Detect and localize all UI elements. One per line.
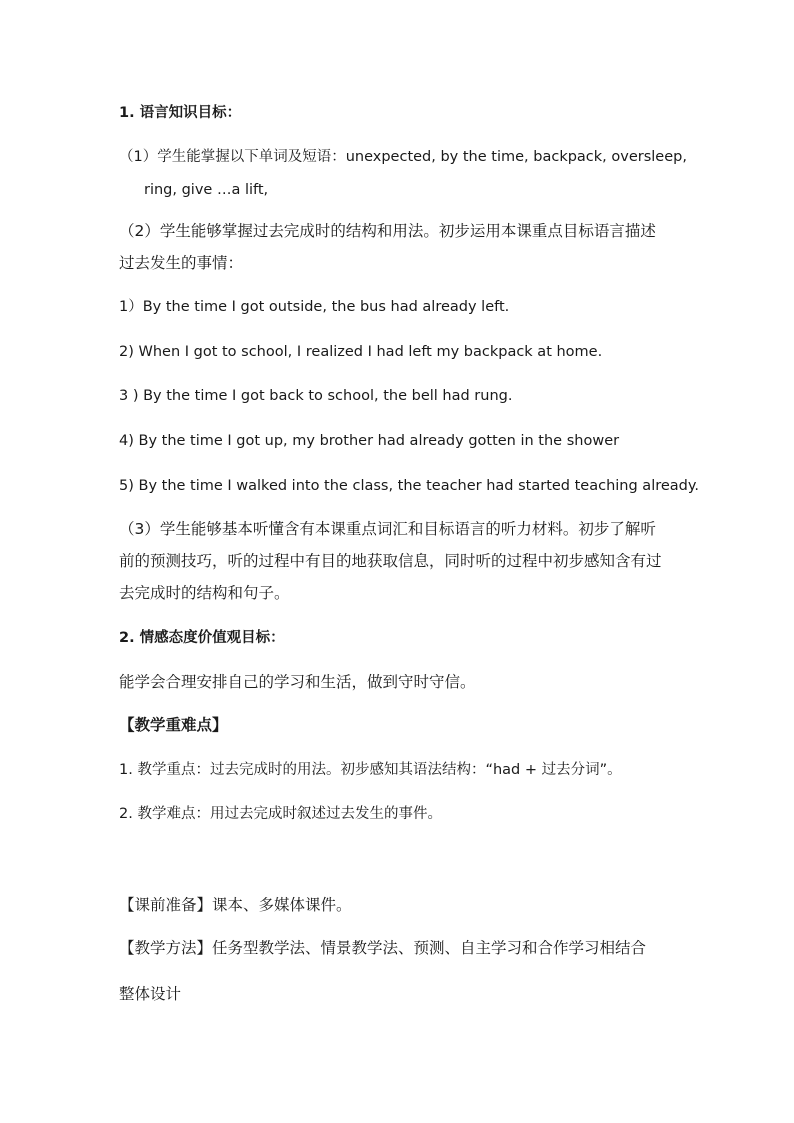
goal-3-line-3: 去完成时的结构和句子。 (119, 584, 290, 602)
emotion-goal-text: 能学会合理安排自己的学习和生活，做到守时守信。 (119, 673, 476, 691)
example-sentence-1: 1）By the time I got outside, the bus had already left. (119, 299, 510, 315)
goal-1-line-1: （1）学生能掌握以下单词及短语：unexpected, by the time, backpack, oversleep, (119, 149, 687, 165)
goal-2-line-1: （2）学生能够掌握过去完成时的结构和用法。初步运用本课重点目标语言描述 (119, 222, 656, 240)
example-sentence-2: 2) When I got to school, I realized I had left my backpack at home. (119, 344, 603, 360)
emotion-goal-heading: 2. 情感态度价值观目标： (119, 630, 285, 646)
goal-1-line-2: ring, give …a lift, (144, 182, 269, 198)
language-goal-heading: 1. 语言知识目标： (119, 105, 242, 121)
teaching-methods: 【教学方法】任务型教学法、情景教学法、预测、自主学习和合作学习相结合 (119, 939, 647, 957)
example-sentence-5: 5) By the time I walked into the class, the teacher had started teaching already. (119, 478, 699, 494)
goal-3-line-1: （3）学生能够基本听懂含有本课重点词汇和目标语言的听力材料。初步了解听 (119, 520, 656, 538)
class-preparation: 【课前准备】课本、多媒体课件。 (119, 896, 352, 914)
example-sentence-3: 3 ) By the time I got back to school, the bell had rung. (119, 388, 513, 404)
key-point-2: 2. 教学难点：用过去完成时叙述过去发生的事件。 (119, 806, 442, 822)
key-point-1: 1. 教学重点：过去完成时的用法。初步感知其语法结构：“had + 过去分词”。 (119, 762, 622, 778)
example-sentence-4: 4) By the time I got up, my brother had already gotten in the shower (119, 433, 620, 449)
overall-design: 整体设计 (119, 985, 182, 1003)
key-points-heading: 【教学重难点】 (119, 716, 228, 734)
goal-3-line-2: 前的预测技巧，听的过程中有目的地获取信息，同时听的过程中初步感知含有过 (119, 552, 662, 570)
goal-2-line-2: 过去发生的事情： (119, 254, 244, 272)
